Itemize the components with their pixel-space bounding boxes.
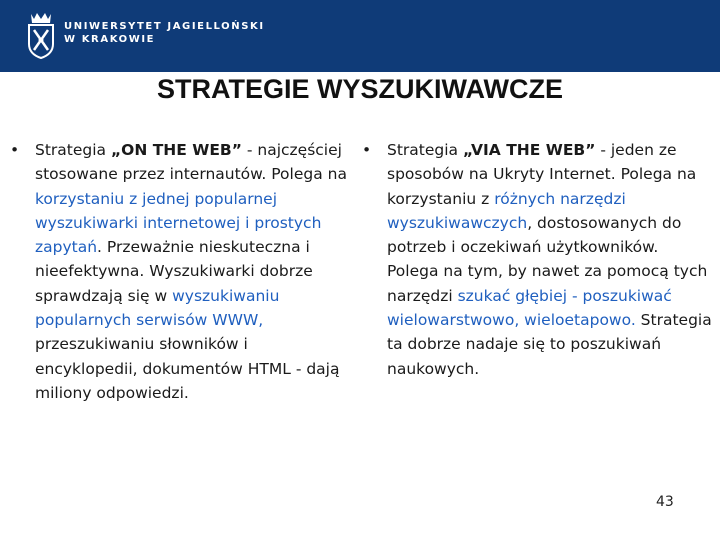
right-column (362, 138, 712, 381)
university-name-line2: W KRAKOWIE (64, 34, 156, 45)
text-run: . Przeważnie nieskuteczna i nieefektywna. Wyszukiwarki dobrze sprawdzają się w (35, 238, 313, 305)
highlighted-text: szukać głębiej - poszukiwać wielowarstwowo, wieloetapowo. (387, 286, 672, 330)
strategy-name: „VIA THE WEB” (462, 141, 596, 159)
page-number: 43 (656, 494, 674, 510)
text-run: przeszukiwaniu słowników i encyklopedii, dokumentów HTML - dają miliony odpowiedzi. (35, 335, 340, 402)
text-run: , dostosowanych do potrzeb i oczekiwań użytkowników. Polega na tym, by nawet za pomocą tych narzędzi (387, 213, 708, 305)
text-run: - jeden ze sposobów na Ukryty Internet. Polega na korzystaniu z (387, 141, 697, 208)
text-run: Strategia (387, 141, 463, 159)
highlighted-text: różnych narzędzi wyszukiwawczych (387, 189, 626, 232)
header-bar (0, 0, 720, 72)
slide-title: STRATEGIE WYSZUKIWAWCZE (157, 74, 563, 104)
text-run: Strategia ta dobrze nadaje się to poszukiwań naukowych. (387, 311, 712, 378)
left-column (10, 138, 355, 405)
text-run: - najczęściej stosowane przez internautów. Polega na (35, 141, 347, 184)
university-crest-icon (26, 10, 56, 60)
right-paragraph (387, 138, 712, 381)
highlighted-text: korzystaniu z jednej popularnej wyszukiwarki internetowej i prostych zapytań (35, 189, 322, 257)
strategy-name: „ON THE WEB” (110, 141, 242, 159)
university-name (64, 20, 265, 46)
text-run: Strategia (35, 141, 111, 159)
highlighted-text: wyszukiwaniu popularnych serwisów WWW, (35, 286, 280, 330)
university-name-line1: UNIWERSYTET JAGIELLOŃSKI (64, 21, 265, 32)
left-paragraph (35, 138, 355, 405)
bullet-marker: • (362, 141, 372, 159)
bullet-marker: • (10, 141, 20, 159)
